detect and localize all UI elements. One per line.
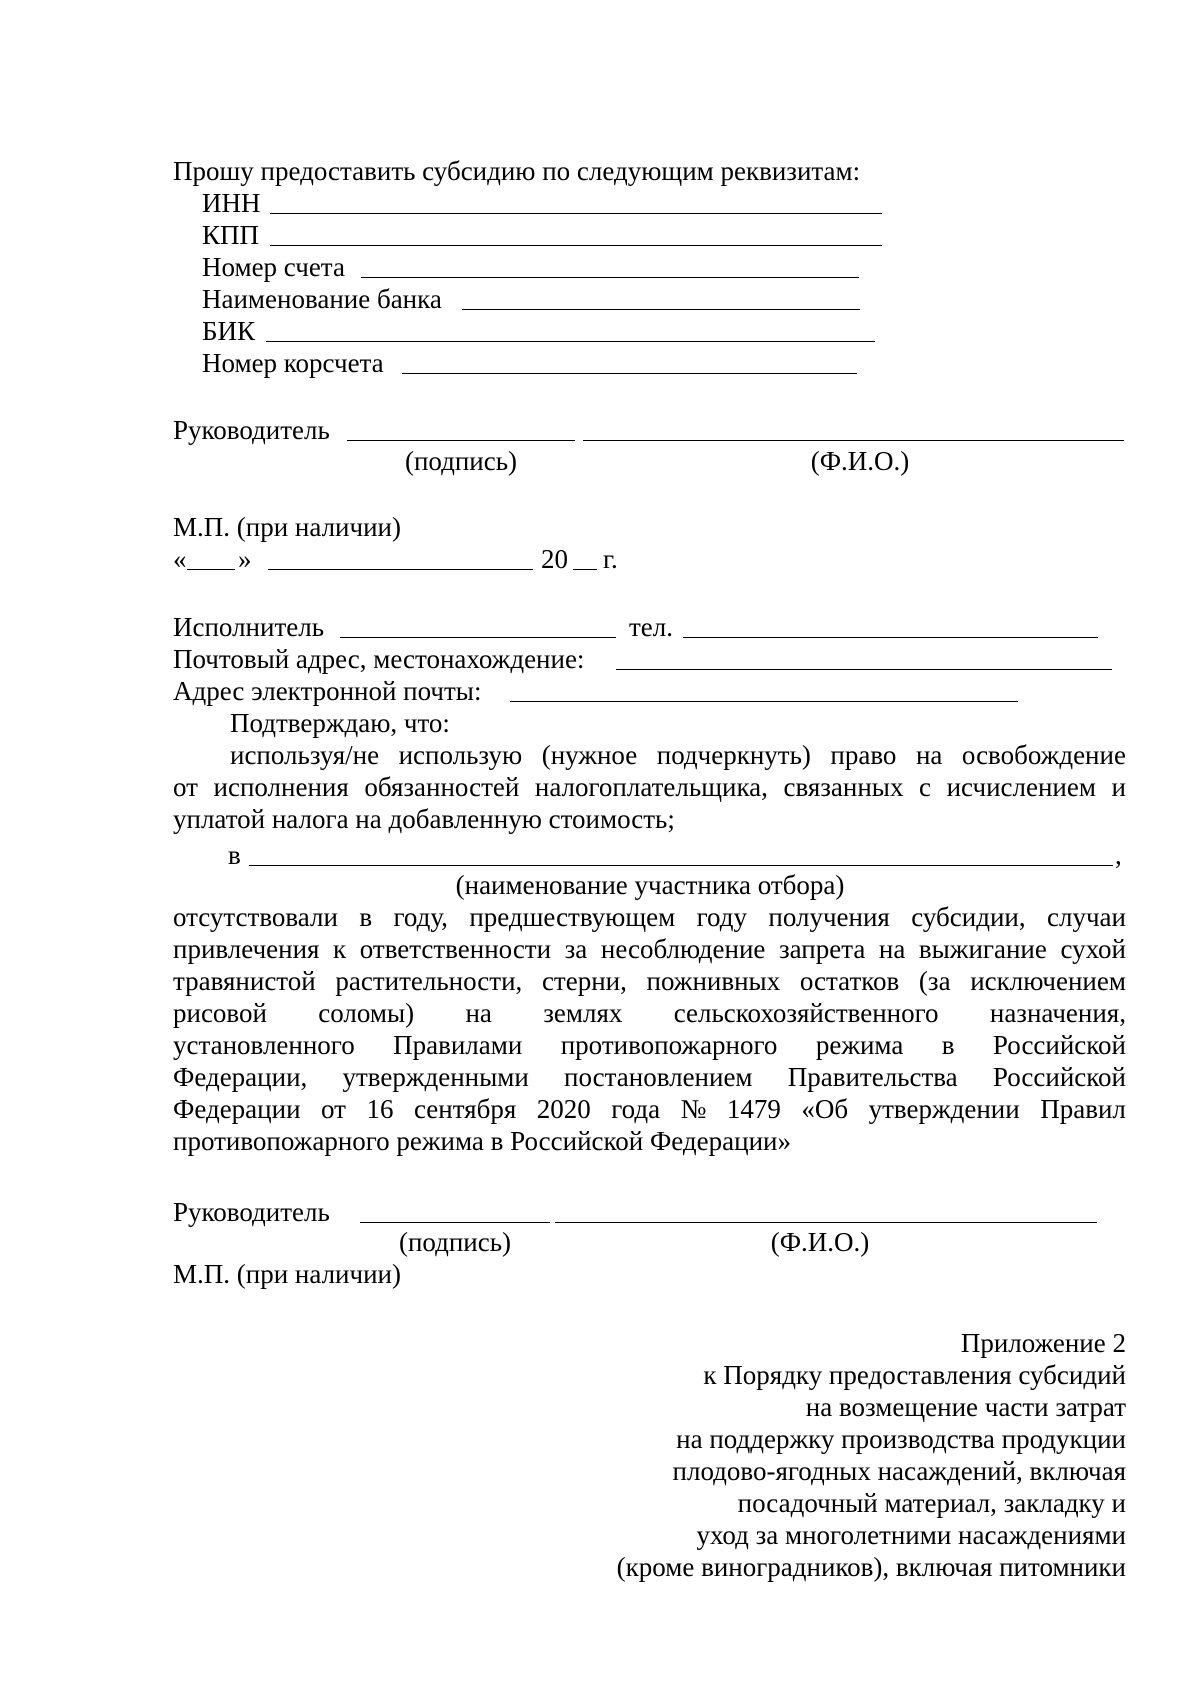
signature1-name-caption: (Ф.И.О.)	[810, 446, 910, 476]
word: освобождение	[961, 740, 1126, 770]
vat-line-1	[230, 739, 1126, 771]
field-label-bik: БИК	[202, 316, 256, 346]
date-close-quote: »	[238, 544, 252, 574]
body-line-4	[173, 997, 1126, 1029]
word: и	[1111, 772, 1126, 802]
signature2-sign-line[interactable]	[360, 1222, 550, 1223]
word: запрета	[778, 934, 866, 964]
word: году	[696, 902, 747, 932]
appendix-line-6: посадочный материал, закладку и	[737, 1488, 1126, 1518]
word: случаи	[1047, 902, 1126, 932]
signature1-name-line[interactable]	[583, 440, 1124, 441]
word: травянистой	[173, 966, 316, 996]
word: утвержденными	[342, 1062, 529, 1092]
body-line-3	[173, 965, 1126, 997]
appendix-line-3: на возмещение части затрат	[805, 1392, 1126, 1422]
postal-address-label: Почтовый адрес, местонахождение:	[173, 644, 585, 674]
word: постановлением	[564, 1062, 753, 1092]
body-line-last: противопожарного режима в Российской Федерации»	[173, 1126, 791, 1156]
field-line-bank[interactable]	[462, 309, 860, 310]
word: установленного	[173, 1030, 355, 1060]
word: (нужное	[541, 740, 638, 770]
signature1-sign-line[interactable]	[347, 440, 575, 441]
word: от	[321, 1094, 346, 1124]
field-label-kpp: КПП	[202, 220, 260, 250]
field-label-corr-account: Номер корсчета	[202, 348, 384, 378]
word: «Об	[801, 1094, 849, 1124]
date-year-suffix: г.	[603, 544, 618, 574]
signature2-label: Руководитель	[173, 1197, 330, 1227]
word: Российской	[992, 1062, 1126, 1092]
date-month-line[interactable]	[268, 569, 533, 570]
participant-prefix: в	[228, 840, 241, 870]
word: отсутствовали	[173, 902, 338, 932]
phone-line[interactable]	[683, 637, 1098, 638]
executor-label: Исполнитель	[173, 612, 325, 642]
word: субсидии,	[911, 902, 1026, 932]
word: соломы)	[318, 998, 415, 1028]
word: сентября	[413, 1094, 517, 1124]
word: 1479	[726, 1094, 781, 1124]
body-line-2	[173, 933, 1126, 965]
confirm-lead: Подтверждаю, что:	[230, 708, 450, 738]
signature2-name-line[interactable]	[555, 1222, 1097, 1223]
word: Правительства	[787, 1062, 958, 1092]
executor-line[interactable]	[340, 637, 616, 638]
body-line-5	[173, 1029, 1126, 1061]
word: выжигание	[918, 934, 1047, 964]
field-label-bank: Наименование банка	[202, 284, 442, 314]
word: 2020	[536, 1094, 591, 1124]
word: на	[915, 740, 943, 770]
word: противопожарного	[560, 1030, 778, 1060]
word: ответственности	[359, 934, 552, 964]
word: привлечения	[173, 934, 320, 964]
participant-caption: (наименование участника отбора)	[455, 870, 845, 900]
word: от	[173, 772, 198, 802]
word: Федерации	[173, 1094, 301, 1124]
word: Правилами	[393, 1030, 523, 1060]
word: 16	[366, 1094, 394, 1124]
email-label: Адрес электронной почты:	[173, 676, 482, 706]
word: растительности,	[335, 966, 523, 996]
body-line-7	[173, 1093, 1126, 1125]
word: налогоплательщика,	[534, 772, 768, 802]
word: исполнения	[213, 772, 349, 802]
appendix-line-4: на поддержку производства продукции	[676, 1424, 1126, 1454]
appendix-line-8: (кроме виноградников), включая питомники	[616, 1552, 1126, 1582]
word: подчеркнуть)	[656, 740, 811, 770]
word: году,	[393, 902, 448, 932]
word: за	[564, 934, 588, 964]
word: используя/не	[230, 740, 380, 770]
word: остатков	[799, 966, 900, 996]
word: исчислением	[946, 772, 1096, 802]
field-line-inn[interactable]	[270, 213, 882, 214]
date-year-prefix: 20	[541, 544, 568, 574]
appendix-line-1: Приложение 2	[960, 1328, 1126, 1358]
postal-address-line[interactable]	[616, 669, 1112, 670]
word: Правил	[1040, 1094, 1126, 1124]
body-line-6	[173, 1061, 1126, 1093]
appendix-line-7: уход за многолетними насаждениями	[696, 1520, 1126, 1550]
field-line-bik[interactable]	[266, 341, 875, 342]
vat-line-3: уплатой налога на добавленную стоимость;	[173, 804, 675, 834]
word: Российской	[992, 1030, 1126, 1060]
signature2-stamp: М.П. (при наличии)	[173, 1259, 401, 1289]
field-line-corr-account[interactable]	[402, 373, 857, 374]
body-line-1	[173, 901, 1126, 933]
word: №	[680, 1094, 707, 1124]
appendix-line-2: к Порядку предоставления субсидий	[703, 1360, 1126, 1390]
word: режима	[815, 1030, 904, 1060]
word: в	[941, 1030, 955, 1060]
phone-label: тел.	[629, 612, 674, 642]
word: назначения,	[989, 998, 1126, 1028]
request-intro: Прошу предоставить субсидию по следующим реквизитам:	[173, 156, 861, 186]
word: на	[465, 998, 492, 1028]
date-day-line[interactable]	[187, 569, 235, 570]
signature1-stamp: М.П. (при наличии)	[173, 512, 401, 542]
email-line[interactable]	[510, 701, 1018, 702]
field-label-account: Номер счета	[202, 252, 345, 282]
word: года	[611, 1094, 661, 1124]
word: связанных	[783, 772, 904, 802]
word: в	[359, 902, 373, 932]
word: на	[878, 934, 906, 964]
signature1-label: Руководитель	[173, 415, 330, 445]
participant-line[interactable]	[249, 865, 1113, 866]
word: использую	[398, 740, 523, 770]
word: стерни,	[541, 966, 627, 996]
participant-suffix: ,	[1115, 840, 1122, 870]
signature2-name-caption: (Ф.И.О.)	[770, 1227, 870, 1257]
word: утверждении	[868, 1094, 1020, 1124]
word: получения	[768, 902, 890, 932]
word: исключением	[970, 966, 1126, 996]
word: предшествующем	[469, 902, 676, 932]
word: пожнивных	[646, 966, 781, 996]
word: с	[919, 772, 932, 802]
word: рисовой	[173, 998, 267, 1028]
word: Федерации,	[173, 1062, 308, 1092]
field-label-inn: ИНН	[202, 188, 261, 218]
word: землях	[543, 998, 623, 1028]
signature2-sign-caption: (подпись)	[398, 1227, 512, 1257]
word: право	[830, 740, 897, 770]
word: к	[333, 934, 347, 964]
word: сельскохозяйственного	[673, 998, 939, 1028]
vat-line-2	[173, 771, 1126, 803]
date-year-line[interactable]	[573, 569, 597, 570]
word: сухой	[1060, 934, 1126, 964]
signature1-sign-caption: (подпись)	[404, 446, 518, 476]
field-line-account[interactable]	[361, 277, 859, 278]
field-line-kpp[interactable]	[270, 245, 882, 246]
appendix-line-5: плодово-ягодных насаждений, включая	[672, 1456, 1126, 1486]
word: обязанностей	[364, 772, 520, 802]
word: несоблюдение	[600, 934, 766, 964]
word: (за	[918, 966, 951, 996]
date-open-quote: «	[173, 544, 187, 574]
